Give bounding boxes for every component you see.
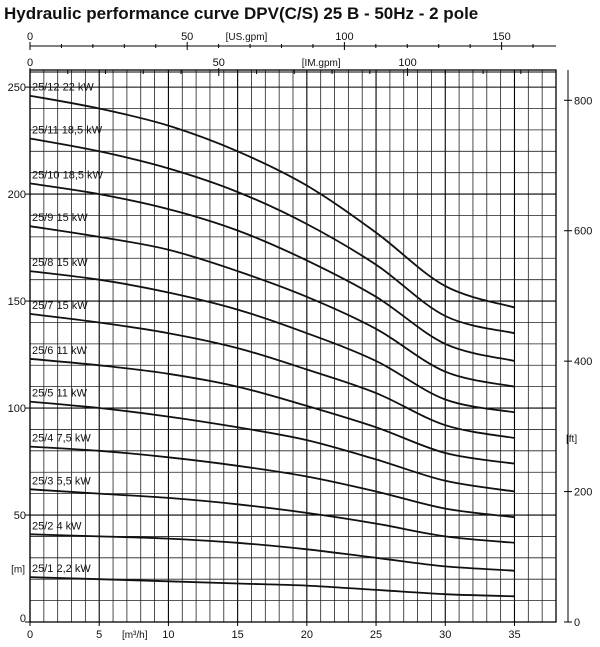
series-label: 25/9 15 kW	[32, 212, 88, 225]
chart-title: Hydraulic performance curve DPV(C/S) 25 B - 50Hz - 2 pole	[4, 4, 479, 23]
y-tick-label: 100	[7, 403, 26, 416]
y-axis-unit: [m]	[11, 564, 25, 576]
y-tick-label: 150	[7, 296, 26, 309]
y-tick-label: 0	[19, 613, 26, 625]
x-tick-label: 0	[26, 629, 34, 641]
series-label: 25/2 4 kW	[32, 520, 82, 533]
series-label: 25/3 5,5 kW	[32, 475, 91, 488]
series-label: 25/8 15 kW	[32, 257, 88, 270]
series-label: 25/7 15 kW	[32, 299, 88, 312]
x-tick-label: 25	[369, 629, 383, 641]
top-us-unit: [US.gpm]	[225, 32, 268, 43]
y-tick-label: 200	[7, 189, 26, 202]
series-label: 25/6 11 kW	[32, 344, 87, 357]
x-tick-label: 10	[162, 629, 175, 641]
series-line-9	[30, 447, 515, 518]
series-label: 25/1 2,2 kW	[32, 563, 91, 576]
top-im-tick-label: 100	[398, 57, 417, 69]
right-tick-label: 0	[574, 617, 581, 629]
series-label: 25/12 22 kW	[32, 81, 94, 94]
y-tick-label: 50	[13, 510, 26, 523]
x-axis-unit: [m³/h]	[121, 630, 148, 641]
right-axis-unit: [ft]	[566, 434, 578, 445]
y-tick-label: 250	[7, 82, 26, 95]
right-tick-label: 800	[574, 95, 593, 108]
series-line-12	[30, 577, 515, 596]
series-line-10	[30, 489, 515, 543]
top-us-tick-label: 0	[26, 31, 34, 43]
series-line-8	[30, 402, 515, 492]
series-line-7	[30, 359, 515, 464]
top-im-tick-label: 50	[212, 57, 225, 69]
series-line-11	[30, 534, 515, 570]
x-tick-label: 5	[96, 629, 103, 641]
series-label: 25/4 7,5 kW	[32, 432, 91, 445]
top-im-tick-label: 0	[26, 57, 34, 69]
series-label: 25/10 18,5 kW	[32, 169, 103, 182]
x-tick-label: 30	[439, 629, 452, 641]
series-label: 25/11 18,5 kW	[32, 124, 103, 137]
series-line-4	[30, 226, 515, 387]
right-tick-label: 400	[574, 356, 593, 369]
x-tick-label: 20	[300, 629, 313, 641]
series-line-1	[30, 96, 515, 308]
series-line-6	[30, 314, 515, 438]
top-us-tick-label: 100	[335, 31, 354, 43]
x-tick-label: 35	[508, 629, 521, 641]
top-us-tick-label: 150	[492, 31, 511, 43]
series-line-3	[30, 183, 515, 361]
series-label: 25/5 11 kW	[32, 387, 87, 400]
right-tick-label: 200	[574, 486, 593, 499]
top-im-unit: [IM.gpm]	[301, 58, 341, 69]
top-us-tick-label: 50	[181, 31, 194, 43]
x-tick-label: 15	[231, 629, 244, 641]
right-tick-label: 600	[574, 225, 593, 238]
